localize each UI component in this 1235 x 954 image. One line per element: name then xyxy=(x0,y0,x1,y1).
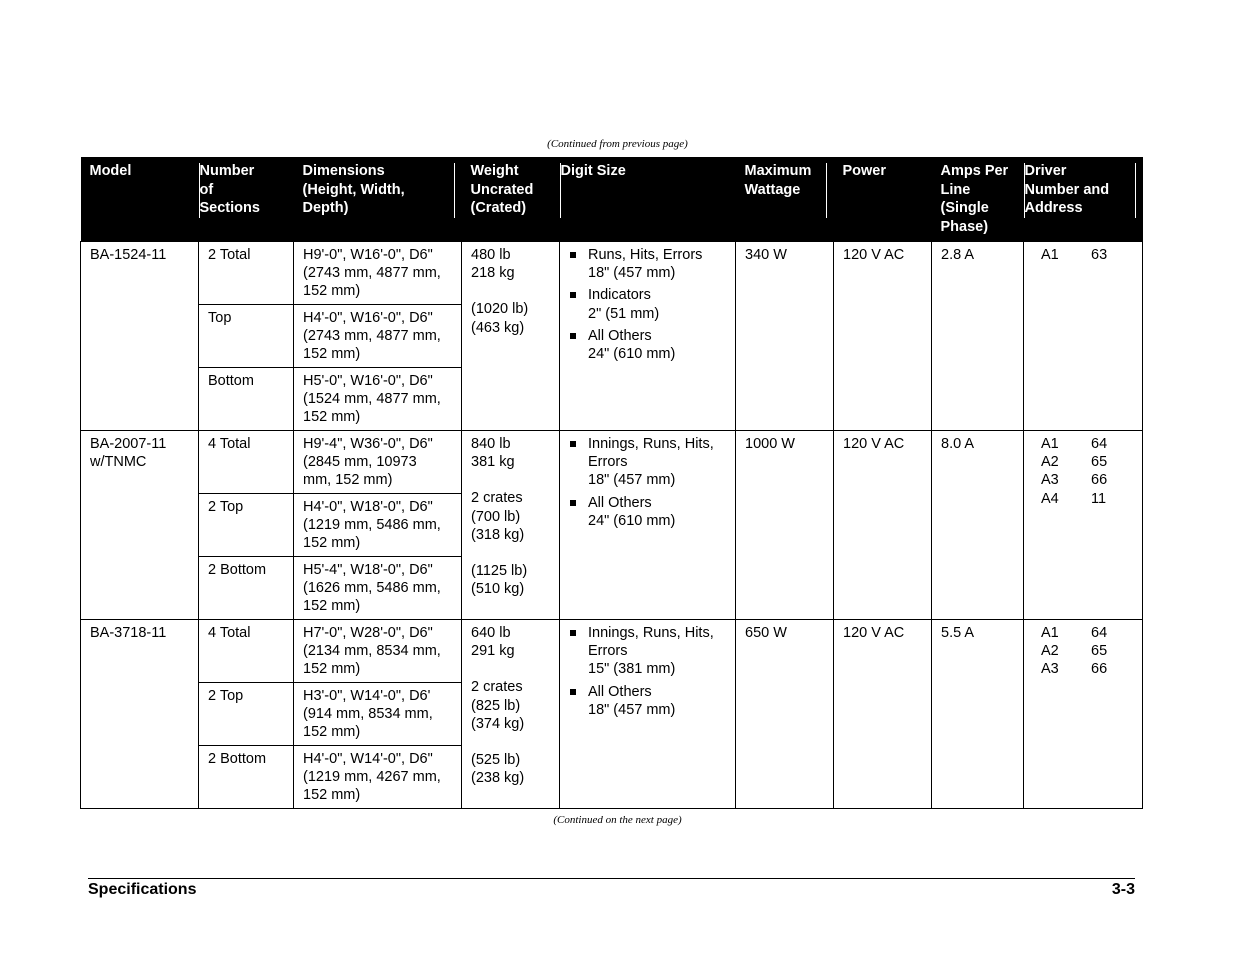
weight-cell xyxy=(462,431,560,620)
digit-size-list xyxy=(569,246,729,363)
section-cell xyxy=(199,746,294,809)
text-line: (1219 mm, 5486 mm, xyxy=(303,517,441,534)
list-item xyxy=(569,246,729,282)
amps-cell xyxy=(932,431,1024,620)
text-line: 152 mm) xyxy=(303,346,361,363)
section-name: 2 Top xyxy=(208,688,244,704)
wattage-value: 1000 W xyxy=(745,436,795,452)
text-line: H4'-0", W18'-0", D6" xyxy=(303,499,433,515)
text-line: 840 lb xyxy=(471,436,511,452)
text-line: 152 mm) xyxy=(303,787,361,804)
dimensions-cell xyxy=(294,557,462,620)
text-line: mm, 152 mm) xyxy=(303,472,393,489)
driver-entry xyxy=(1033,471,1136,489)
text-line: 152 mm) xyxy=(303,409,361,426)
text-line: (Height, Width, xyxy=(302,181,405,198)
driver-address: 11 xyxy=(1091,490,1107,507)
footer-section-title: Specifications xyxy=(88,881,197,898)
section-name: 2 Total xyxy=(208,247,251,263)
text-line: Phase) xyxy=(940,218,989,235)
driver-number: A2 xyxy=(1041,643,1059,660)
driver-address: 64 xyxy=(1091,436,1108,452)
text-line: All Others xyxy=(588,683,652,700)
text-line: (318 kg) xyxy=(471,526,525,543)
power-value: 120 V AC xyxy=(843,247,905,263)
text-line: Amps Per xyxy=(940,163,1009,179)
driver-cell xyxy=(1024,620,1143,809)
header-amps xyxy=(932,157,1024,242)
weight-group xyxy=(471,751,553,787)
header-digit-size xyxy=(560,157,736,242)
dimensions-cell xyxy=(294,368,462,431)
text-line: H4'-0", W14'-0", D6" xyxy=(303,751,433,767)
table-row xyxy=(81,620,1143,683)
text-line: 152 mm) xyxy=(303,283,361,300)
text-line: Weight xyxy=(470,163,519,179)
weight-group xyxy=(471,246,553,282)
text-line: 480 lb xyxy=(471,247,511,263)
driver-address: 64 xyxy=(1091,625,1108,641)
driver-cell xyxy=(1024,242,1143,431)
driver-address: 65 xyxy=(1091,454,1108,471)
text-line: Errors xyxy=(588,454,628,471)
section-cell xyxy=(199,305,294,368)
text-line: (2134 mm, 8534 mm, xyxy=(303,643,441,660)
list-item xyxy=(569,494,729,530)
section-cell xyxy=(199,431,294,494)
text-line: 152 mm) xyxy=(303,724,361,741)
header-driver xyxy=(1024,157,1143,242)
digit-size-cell xyxy=(560,431,736,620)
text-line: 152 mm) xyxy=(303,535,361,552)
text-line: 18" (457 mm) xyxy=(588,472,676,489)
page-number: 3-3 xyxy=(1111,881,1135,898)
square-bullet-icon xyxy=(570,500,576,506)
dimensions-cell xyxy=(294,683,462,746)
text-line: (Single xyxy=(940,200,989,216)
text-line: (525 lb) xyxy=(471,752,521,769)
specifications-table xyxy=(80,157,1143,809)
text-line: Wattage xyxy=(744,181,801,198)
text-line: w/TNMC xyxy=(90,454,147,471)
dimensions-cell xyxy=(294,494,462,557)
text-line: 2" (51 mm) xyxy=(588,305,660,322)
text-line: Errors xyxy=(588,643,628,660)
dimensions-cell xyxy=(294,620,462,683)
section-name: Bottom xyxy=(208,373,254,389)
driver-number: A4 xyxy=(1041,490,1059,507)
table-header-row xyxy=(81,157,1143,242)
wattage-value: 650 W xyxy=(745,625,787,641)
text-line: (463 kg) xyxy=(471,319,525,336)
text-line: Sections xyxy=(199,200,260,216)
list-item xyxy=(569,327,729,363)
text-line: BA-3718-11 xyxy=(90,625,167,641)
power-cell xyxy=(834,431,932,620)
driver-address: 65 xyxy=(1091,643,1108,660)
text-line: 2 crates xyxy=(471,679,523,696)
driver-number: A2 xyxy=(1041,454,1059,471)
header-dimensions xyxy=(294,157,462,242)
list-item xyxy=(569,435,729,490)
section-name: 2 Bottom xyxy=(208,751,267,767)
text-line: H9'-0", W16'-0", D6" xyxy=(303,247,433,263)
driver-entry xyxy=(1033,453,1136,471)
text-line: BA-2007-11 xyxy=(90,436,167,452)
continued-on-note: (Continued on the next page) xyxy=(553,814,682,826)
power-value: 120 V AC xyxy=(843,625,905,641)
power-value: 120 V AC xyxy=(843,436,905,452)
text-line: H7'-0", W28'-0", D6" xyxy=(303,625,433,641)
text-line: 24" (610 mm) xyxy=(588,346,676,363)
header-power xyxy=(834,157,932,242)
header-max-wattage xyxy=(736,157,834,242)
model-cell xyxy=(81,242,199,431)
square-bullet-icon xyxy=(570,441,576,447)
dimensions-cell xyxy=(294,746,462,809)
power-cell xyxy=(834,620,932,809)
model-cell xyxy=(81,620,199,809)
amps-cell xyxy=(932,242,1024,431)
text-line: 152 mm) xyxy=(303,661,361,678)
dimensions-cell xyxy=(294,431,462,494)
section-cell xyxy=(199,494,294,557)
text-line: (2743 mm, 4877 mm, xyxy=(303,265,441,282)
section-name: Top xyxy=(208,310,232,326)
table-body xyxy=(81,242,1143,809)
driver-cell xyxy=(1024,431,1143,620)
driver-entry xyxy=(1033,642,1136,660)
text-line: Innings, Runs, Hits, xyxy=(588,625,714,641)
continued-from-note: (Continued from previous page) xyxy=(547,138,688,150)
text-line: 24" (610 mm) xyxy=(588,512,676,529)
text-line: (700 lb) xyxy=(471,508,521,525)
amps-value: 2.8 A xyxy=(941,247,975,263)
text-line: Address xyxy=(1024,200,1083,216)
page-footer xyxy=(88,878,1135,899)
driver-number: A1 xyxy=(1041,436,1059,452)
text-line: 2 crates xyxy=(471,490,523,507)
driver-address: 66 xyxy=(1091,472,1108,489)
weight-group xyxy=(471,678,553,733)
section-name: 4 Total xyxy=(208,625,251,641)
amps-cell xyxy=(932,620,1024,809)
model-cell xyxy=(81,431,199,620)
text-line: 15" (381 mm) xyxy=(588,661,676,678)
text-line: Power xyxy=(842,163,887,179)
text-line: 291 kg xyxy=(471,643,515,660)
text-line: 381 kg xyxy=(471,454,515,471)
section-cell xyxy=(199,368,294,431)
max-wattage-cell xyxy=(736,620,834,809)
square-bullet-icon xyxy=(570,252,576,258)
list-item xyxy=(569,286,729,322)
digit-size-cell xyxy=(560,242,736,431)
text-line: (374 kg) xyxy=(471,715,525,732)
driver-number: A3 xyxy=(1041,661,1059,678)
list-item xyxy=(569,624,729,679)
text-line: (2743 mm, 4877 mm, xyxy=(303,328,441,345)
text-line: (510 kg) xyxy=(471,581,525,598)
digit-size-cell xyxy=(560,620,736,809)
driver-address: 63 xyxy=(1091,247,1108,263)
driver-entry xyxy=(1033,660,1136,678)
weight-group xyxy=(471,300,553,336)
text-line: All Others xyxy=(588,327,652,344)
text-line: Uncrated xyxy=(470,181,534,198)
max-wattage-cell xyxy=(736,431,834,620)
text-line: (825 lb) xyxy=(471,697,521,714)
text-line: Indicators xyxy=(588,287,651,304)
square-bullet-icon xyxy=(570,689,576,695)
dimensions-cell xyxy=(294,242,462,305)
text-line: Maximum xyxy=(744,163,812,179)
text-line: (2845 mm, 10973 xyxy=(303,454,417,471)
amps-value: 5.5 A xyxy=(941,625,975,641)
text-line: BA-1524-11 xyxy=(90,247,167,263)
wattage-value: 340 W xyxy=(745,247,787,263)
text-line: Dimensions xyxy=(302,163,385,179)
text-line: H3'-0", W14'-0", D6' xyxy=(303,688,431,704)
text-line: H9'-4", W36'-0", D6" xyxy=(303,436,433,452)
driver-address: 66 xyxy=(1091,661,1108,678)
text-line: Innings, Runs, Hits, xyxy=(588,436,714,452)
text-line: (238 kg) xyxy=(471,770,525,787)
dimensions-cell xyxy=(294,305,462,368)
text-line: (1125 lb) xyxy=(471,563,528,580)
text-line: H4'-0", W16'-0", D6" xyxy=(303,310,433,326)
list-item xyxy=(569,683,729,719)
text-line: of xyxy=(199,181,214,198)
text-line: (1524 mm, 4877 mm, xyxy=(303,391,441,408)
driver-number: A1 xyxy=(1041,625,1059,641)
text-line: Model xyxy=(89,163,132,179)
text-line: 18" (457 mm) xyxy=(588,265,676,282)
header-sections xyxy=(199,157,294,242)
text-line: (1219 mm, 4267 mm, xyxy=(303,769,441,786)
weight-group xyxy=(471,624,553,660)
text-line: 152 mm) xyxy=(303,598,361,615)
weight-group xyxy=(471,489,553,544)
amps-value: 8.0 A xyxy=(941,436,975,452)
text-line: 218 kg xyxy=(471,265,515,282)
text-line: Line xyxy=(940,181,971,198)
weight-group xyxy=(471,435,553,471)
section-cell xyxy=(199,242,294,305)
max-wattage-cell xyxy=(736,242,834,431)
digit-size-list xyxy=(569,624,729,719)
text-line: Runs, Hits, Errors xyxy=(588,247,703,263)
text-line: Number xyxy=(199,163,255,179)
text-line: Driver xyxy=(1024,163,1067,179)
text-line: (1020 lb) xyxy=(471,301,529,318)
header-model xyxy=(81,157,199,242)
driver-entry xyxy=(1033,246,1136,264)
section-name: 2 Top xyxy=(208,499,244,515)
section-cell xyxy=(199,557,294,620)
square-bullet-icon xyxy=(570,292,576,298)
power-cell xyxy=(834,242,932,431)
square-bullet-icon xyxy=(570,630,576,636)
text-line: (Crated) xyxy=(470,200,527,216)
text-line: All Others xyxy=(588,494,652,511)
text-line: H5'-4", W18'-0", D6" xyxy=(303,562,433,578)
driver-entry xyxy=(1033,490,1136,508)
section-name: 2 Bottom xyxy=(208,562,267,578)
section-cell xyxy=(199,683,294,746)
driver-number: A3 xyxy=(1041,472,1059,489)
weight-cell xyxy=(462,242,560,431)
driver-entry xyxy=(1033,624,1136,642)
digit-size-list xyxy=(569,435,729,530)
text-line: 18" (457 mm) xyxy=(588,701,676,718)
text-line: Depth) xyxy=(302,200,349,216)
table-row xyxy=(81,242,1143,305)
text-line: Number and xyxy=(1024,181,1110,198)
weight-cell xyxy=(462,620,560,809)
text-line: Digit Size xyxy=(560,163,626,179)
header-weight xyxy=(462,157,560,242)
text-line: (914 mm, 8534 mm, xyxy=(303,706,433,723)
section-name: 4 Total xyxy=(208,436,251,452)
driver-number: A1 xyxy=(1041,247,1059,263)
text-line: H5'-0", W16'-0", D6" xyxy=(303,373,433,389)
square-bullet-icon xyxy=(570,333,576,339)
text-line: (1626 mm, 5486 mm, xyxy=(303,580,441,597)
section-cell xyxy=(199,620,294,683)
driver-entry xyxy=(1033,435,1136,453)
weight-group xyxy=(471,562,553,598)
table-row xyxy=(81,431,1143,494)
text-line: 640 lb xyxy=(471,625,511,641)
